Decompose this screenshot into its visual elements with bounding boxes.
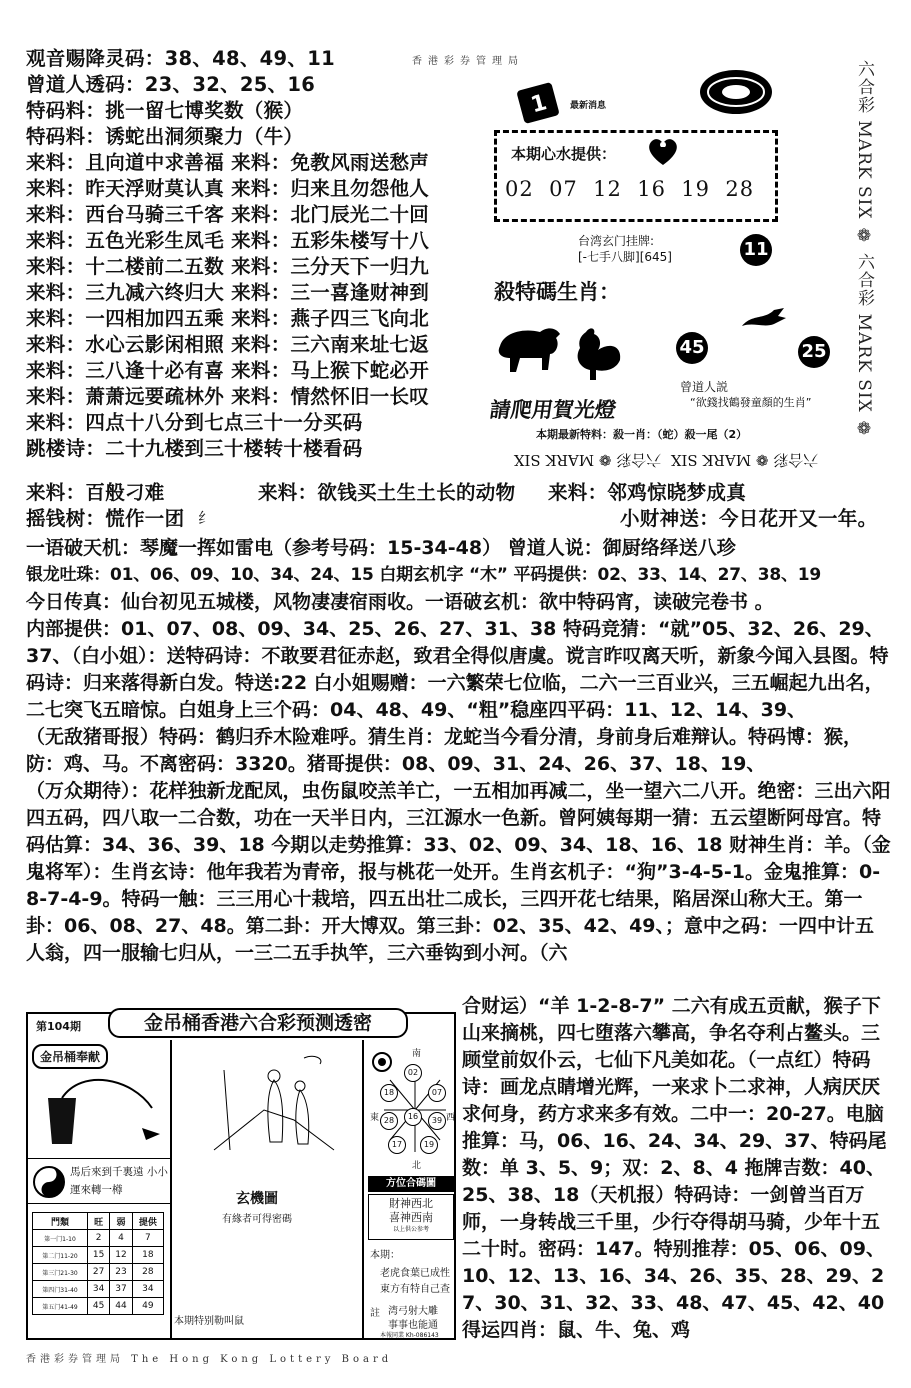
main-paragraphs [26,535,892,967]
zhu-label: 註 [370,1308,380,1319]
cell: 49 [132,1298,163,1315]
fangwei-note: 以上供公参考 [392,1226,429,1233]
cell: 28 [132,1264,163,1281]
text-line: 来料：百般刁难 [26,481,165,504]
gate-table [32,1212,164,1315]
text-line: 曾道人透码：23、32、25、16 [26,73,316,96]
cell: 第二门11-20 [33,1247,88,1264]
text-line: 来料：十二楼前二五数 来料：三分天下一归九 [26,255,430,278]
cell: 34 [87,1281,109,1298]
scene-illustration-icon [204,1050,344,1164]
poem-line: 東方有特自己查 [380,1284,450,1295]
taiwan-line1: 台湾玄门挂牌: [578,234,655,248]
text-line: 来料：西台马骑三千客 来料：北门辰光二十回 [26,203,430,226]
cell: 44 [110,1298,132,1315]
cell: 第三门21-30 [33,1264,88,1281]
ball-25: 25 [798,336,830,368]
bucket-icon [42,1078,162,1152]
text-line: 来料：一四相加四五乘 来料：燕子四三飞向北 [26,307,430,330]
compass-number: 07 [428,1084,446,1102]
zhu-line: 事事也能通 [388,1320,438,1331]
cell: 7 [132,1230,163,1247]
compass-number: 19 [420,1136,438,1154]
fortune-text: 馬后來到千裏遠 小小運來轉一樽 [70,1166,168,1196]
text-line: 特码料：诱蛇出洞须聚力（牛） [26,125,304,148]
compass-south: 北 [412,1161,422,1171]
fortune-box [28,1158,170,1204]
right-column-text: 合财运）“羊 1-2-8-7” 二六有成五贡献，猴子下山来摘桃，四七堕落六攀高，争名夺利占鳌头。三顾堂前奴仆云，七仙下凡美如花。（一点红）特码诗：画龙点睛增光辉，一来求卜二求神，人病厌厌求何身，药方求来多有效。二中一：20-27。电脑推算：马，06、16、24、34、29、37、特码尾数：单 3、5、9；双：2、8、4 拖牌吉数：40、25、38、18（天机报）特码诗：一剑曾当百万师，一身转战三千里，少行夺得胡马骑，少年十五二十时。密码：147。特别推荐：05、06、09、10、12、13、16、34、26、35、28、29、27、30、31、32、33、48、47、45、42、40 得运四肖：鼠、牛、兔、鸡 [462,995,887,1341]
text-line: 来料：昨天浮财莫认真 来料：归来且勿怨他人 [26,177,430,200]
zeng-quote: “欲錢找鶴發童顏的生肖” [690,396,812,409]
poem-line: 老虎食葉已成性 [380,1268,450,1279]
paragraph: （万众期待）：花样独新龙配凤，虫伤鼠咬羔羊亡，一五相加再减二，坐一望六二八开。绝密：三出六阳四五码，四八取一二合数，功在一天半日内，三江源水一色新。曾阿姨每期一猜：五云望断阿母宫。特码估算：34、36、39、18 今期以走势推算：33、02、09、34、18、16、18 财神生肖：羊。（金鬼将军）：生肖玄诗：他年我若为青帝，报与桃花一处开。生肖玄机子：“狗”3-4-5-1。金鬼推算：0-8-7-4-9。特码一触：三三用心十栽培，四五出壮二成长，三四开花七结果，陷居深山称大王。第一卦：06、08、27、48。第二卦：开大博双。第三卦：02、35、42、49、；意中之码：一四中计五人翁，四一服输七归从，一三二五手执竿，三六垂钩到小河。（六 [26,780,891,964]
rooster-icon [566,324,626,386]
text-line: 特码料：挑一留七博奖数（猴） [26,99,304,122]
fangwei-box [368,1194,454,1240]
ox-icon [490,318,566,382]
latest-news-label: 最新消息 [570,101,607,111]
banner-title: 金吊桶香港六合彩预测透密 [108,1008,408,1038]
text-line: 来料：四点十八分到七点三十一分买码 [26,411,363,434]
table-header: 提供 [132,1213,163,1230]
cell: 27 [87,1264,109,1281]
text-line: 来料：欲钱买土生土长的动物 [258,481,516,504]
latest-tip: 本期最新特料：殺一肖：（蛇）殺一尾（2） [536,428,748,441]
kill-zodiac-label: 殺特碼生肖： [494,279,620,304]
cell: 第五门41-49 [33,1298,88,1315]
ball-11: 11 [740,234,772,266]
text-line: 来料：三九减六终归大 来料：三一喜逢财神到 [26,281,430,304]
text-line: 摇钱树：慌作一团 [26,507,185,530]
xishen: 喜神西南 [389,1211,433,1224]
cell: 23 [110,1264,132,1281]
table-header: 旺 [87,1213,109,1230]
table-row [33,1264,164,1281]
text-line: 来料：且向道中求善福 来料：免教风雨送愁声 [26,151,430,174]
jindiaotong-panel [26,1012,456,1340]
compass-number: 16 [404,1108,422,1126]
compass-number: 39 [428,1112,446,1130]
compass-west: 西 [446,1113,456,1123]
gold-bucket-section [28,1040,172,1340]
mark-six-strip: 六合彩 ❁ MARK SIX 六合彩 ❁ MARK SIX [513,451,819,469]
cell: 45 [87,1298,109,1315]
cell: 34 [132,1281,163,1298]
dragon-icon [740,306,788,334]
cell: 12 [110,1247,132,1264]
text-line: 观音赐降灵码：38、48、49、11 [26,47,335,70]
compass-section [366,1040,456,1340]
compass-number: 17 [388,1136,406,1154]
xuanji-subtitle: 有緣者可得密碼 [222,1214,292,1225]
table-header: 門類 [33,1213,88,1230]
yin-yang-icon [32,1165,66,1203]
cell: 15 [87,1247,109,1264]
heart-label: 本期心水提供： [511,145,617,163]
mark-six-vertical: 六合彩 MARK SIX ❁ 六合彩 MARK SIX ❁ [854,60,874,441]
benqi-label: 本期： [370,1250,400,1261]
text-line: 跳楼诗：二十九楼到三十楼转十楼看码 [26,437,363,460]
zhu-line: 湾弓射大雕 [388,1306,438,1317]
heart-icon [647,137,679,171]
table-header: 弱 [110,1213,132,1230]
paragraph: 银龙吐珠：01、06、09、10、34、24、15 白期玄机字 “木” 平码提供：02、33、14、27、38、19 [26,565,822,585]
text-line: 来料：萧萧远要疏林外 来料：情然怀旧一长叹 [26,385,430,408]
compass-number: 28 [380,1112,398,1130]
issue-label: 第104期 [36,1020,81,1033]
text-line: 来料：五色光彩生凤毛 来料：五彩朱楼写十八 [26,229,430,252]
logo-icon [516,82,560,124]
paragraph: 今日传真：仙台初见五城楼，风物凄凄宿雨收。一语破玄机：欲中特码宵，读破完卷书 。 [26,591,774,613]
compass-number: 18 [380,1084,398,1102]
heart-numbers: 02 07 12 16 19 28 [505,177,755,201]
caishen: 財神西北 [389,1197,433,1210]
cell: 2 [87,1230,109,1247]
paragraph: （无敌猪哥报）特码：鹤归乔木险难呼。猜生肖：龙蛇当今看分清，身前身后难辩认。特码博：猴，防：鸡、马。不离密码：3320。猪哥提供：08、09、31、24、26、37、18、19、 [26,726,863,775]
gold-label: 金吊桶奉献 [32,1044,108,1069]
compass-east: 東 [370,1113,380,1123]
xuanji-section [174,1040,364,1340]
text-line: 来料：水心云影闲相照 来料：三六南来址七返 [26,333,430,356]
text-line: 纟 [198,509,214,527]
text-line: 来料：三八逢十必有喜 来料：马上猴下蛇必开 [26,359,430,382]
footer-left-note: 本期特别勒叫鼠 [174,1316,244,1327]
text-line: 来料：邻鸡惊晓梦成真 [548,481,747,504]
compass-number: 02 [404,1064,422,1082]
fangwei-title: 方位合碼圖 [368,1176,454,1192]
reporter-code: 本報同業 Kh-086143 [380,1332,439,1339]
table-row [33,1298,164,1315]
cell: 18 [132,1247,163,1264]
heart-number-box [494,130,778,222]
calligraphy-text: 請爬用賀光燈 [488,397,618,422]
zeng-title: 曾道人説 [680,380,729,394]
ball-45: 45 [676,332,708,364]
panel-header: 香港彩券管理局 [412,56,524,67]
text-line: 小财神送：今日花开又一年。 [620,507,878,530]
compass-north: 南 [412,1049,422,1059]
table-row [33,1247,164,1264]
cell: 4 [110,1230,132,1247]
paragraph: 一语破天机：琴魔一挥如雷电（参考号码：15-34-48） 曾道人说：御厨络绎送八珍 [26,537,736,559]
table-row [33,1230,164,1247]
cell: 第四门31-40 [33,1281,88,1298]
lottery-logo-icon [700,70,772,114]
cell: 第一门1-10 [33,1230,88,1247]
footer-strip: 香港彩券管理局 The Hong Kong Lottery Board [26,1354,393,1365]
xuanji-title: 玄機圖 [236,1191,278,1207]
taiwan-line2: [-七手八脚][645] [578,250,672,264]
cell: 37 [110,1281,132,1298]
svg-text:1: 1 [528,90,550,119]
paragraph: 内部提供：01、07、08、09、34、25、26、27、31、38 特码竞猜：“就”05、32、26、29、37、（白小姐）：送特码诗：不敢要君征赤赵，致君全得似唐虞。谠言昨叹离天听，新象今闻入县图。特码诗：归来落得新白发。特送:22 白小姐赐赠：一六繁荣七位临，二六一三百业兴，三五崛起九出名，二七突飞五暗惊。白姐身上三个码：04、48、49、“粗”稳座四平码：11、12、14、39、 [26,618,889,721]
table-row [33,1281,164,1298]
